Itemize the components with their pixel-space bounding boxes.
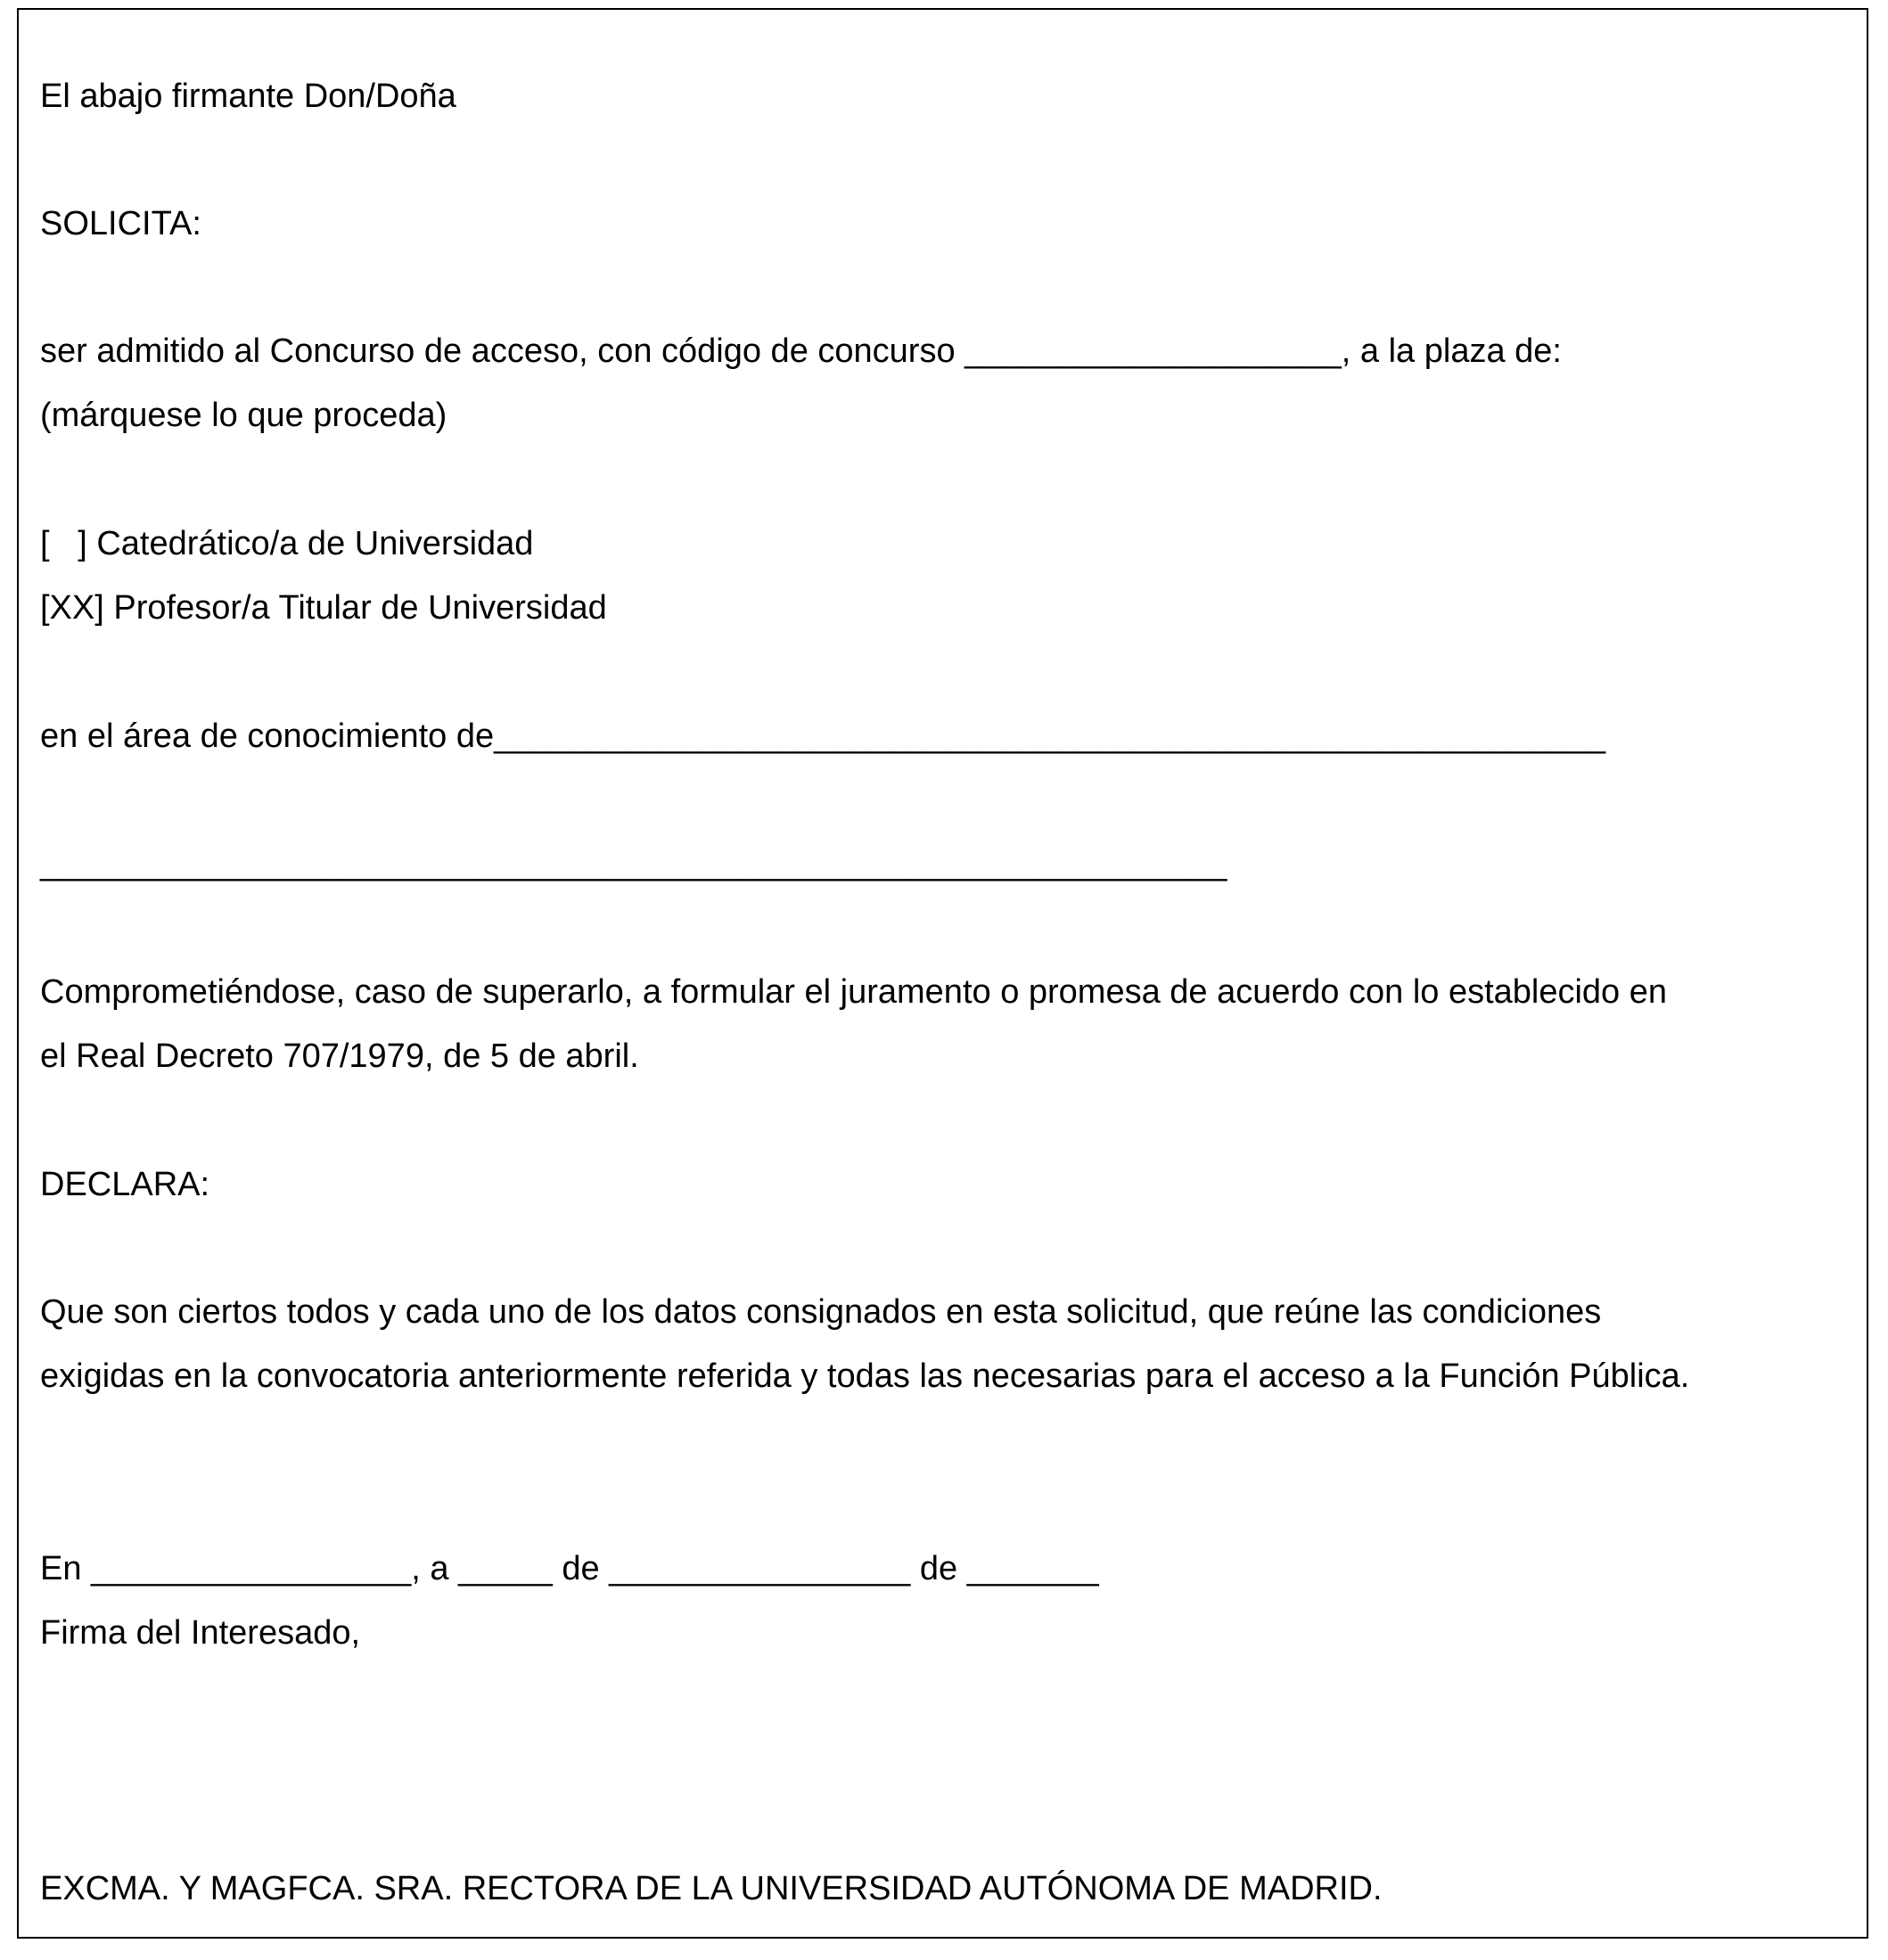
signature-label: Firma del Interesado,: [40, 1614, 361, 1652]
commitment-line-1: Comprometiéndose, caso de superarlo, a formular el juramento o promesa de acuerdo con lo establecido en: [40, 973, 1668, 1011]
area-line: en el área de conocimiento de___________________________________________________________: [40, 718, 1606, 755]
declaration-line-1: Que son ciertos todos y cada uno de los datos consignados en esta solicitud, que reúne las condiciones: [40, 1293, 1602, 1331]
intro-text: El abajo firmante Don/Doña: [40, 78, 456, 115]
declaration-line-2: exigidas en la convocatoria anteriormente referida y todas las necesarias para el acceso a la Función Pública.: [40, 1357, 1690, 1395]
option-catedratico-mark: [ ]: [40, 525, 87, 562]
option-profesor-titular: [40, 587, 607, 628]
admission-line: ser admitido al Concurso de acceso, con código de concurso ____________________, a la plaza de:: [40, 332, 1562, 370]
instruction-text: (márquese lo que proceda): [40, 397, 447, 434]
commitment-line-2: el Real Decreto 707/1979, de 5 de abril.: [40, 1037, 639, 1075]
solicita-heading: SOLICITA:: [40, 205, 201, 242]
option-catedratico-label: Catedrático/a de Universidad: [96, 525, 534, 562]
declara-heading: DECLARA:: [40, 1166, 210, 1203]
option-catedratico: [40, 523, 533, 564]
addressee-text: EXCMA. Y MAGFCA. SRA. RECTORA DE LA UNIVERSIDAD AUTÓNOMA DE MADRID.: [40, 1870, 1383, 1907]
date-line: En _________________, a _____ de ________________ de _______: [40, 1550, 1099, 1587]
option-profesor-titular-label: Profesor/a Titular de Universidad: [113, 589, 607, 627]
option-profesor-titular-mark: [XX]: [40, 589, 104, 627]
blank-line: _______________________________________________________________: [40, 845, 1227, 882]
